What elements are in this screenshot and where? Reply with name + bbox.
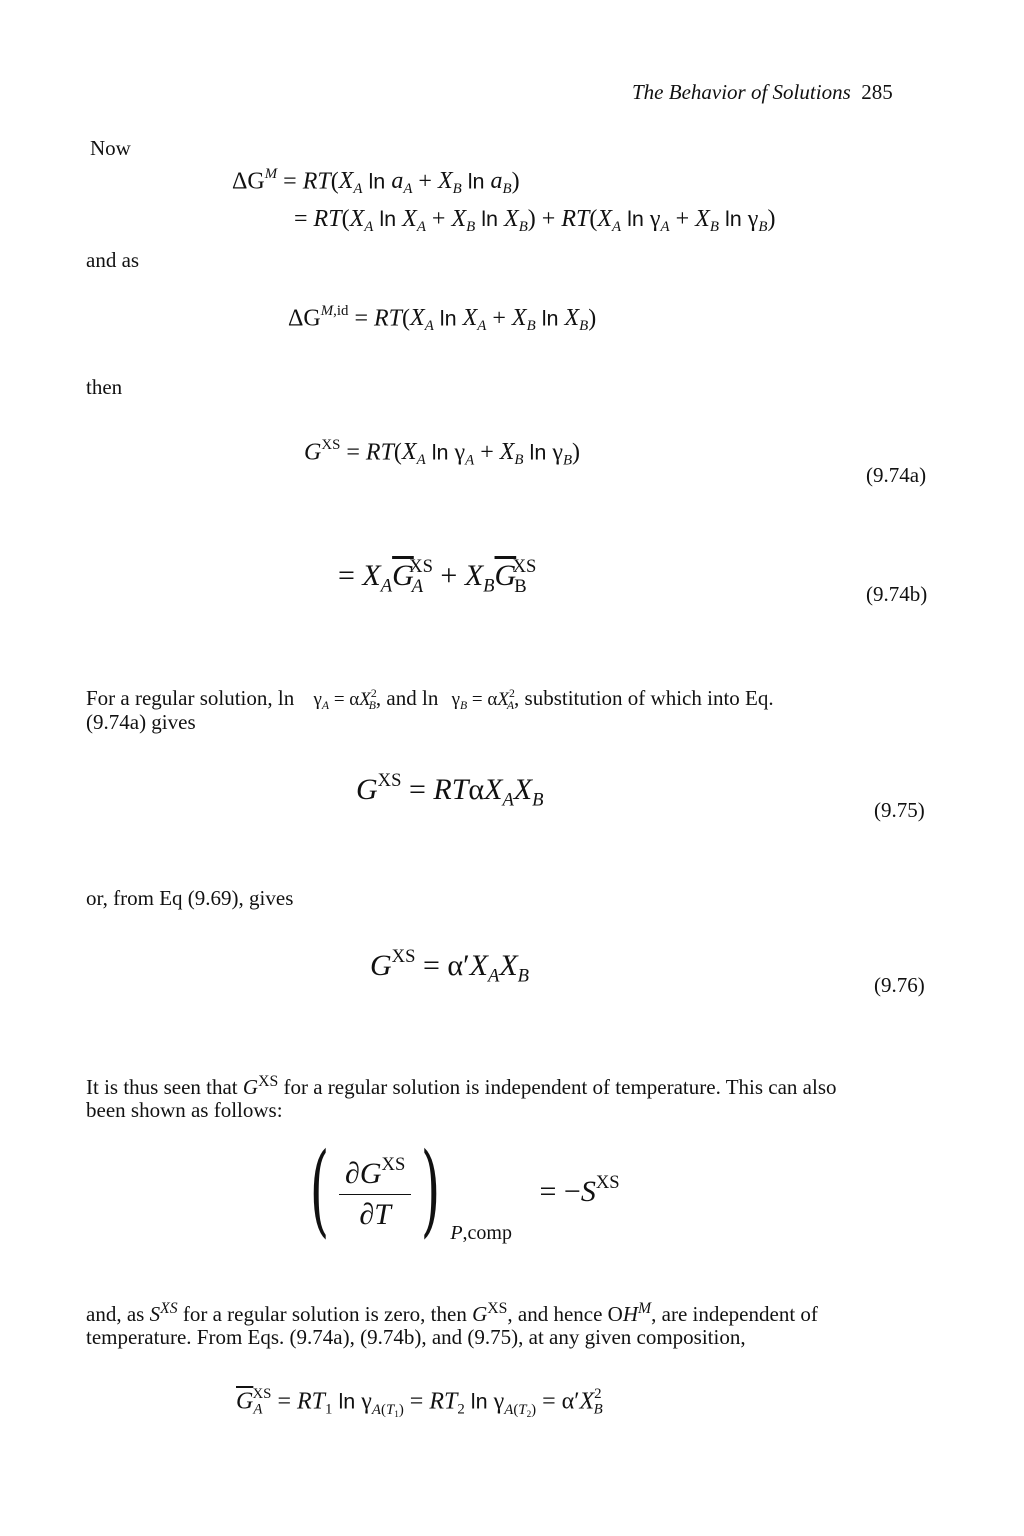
equation-number-9-74a: (9.74a) — [866, 463, 927, 487]
running-header — [632, 80, 893, 105]
final-g: G — [472, 1301, 488, 1326]
final-text-5: temperature. From Eqs. (9.74a), (9.74b), and (9.75), at any given composition, — [86, 1325, 746, 1349]
equation-9-76: $G^{XS} = \alpha'X_AX_B$ — [370, 946, 530, 987]
final-text-4: , are independent of — [651, 1301, 818, 1326]
equation-9-74a: $G^{XS} = RT(X_A$ $\ln \gamma_A + X_B$ $\ln \gamma_B$) — [304, 437, 581, 469]
final-text-2: for a regular solution is zero, then — [182, 1301, 467, 1326]
text-and-as: and as — [86, 248, 140, 272]
final-s: S — [149, 1301, 161, 1326]
regular-text-4: (9.74a) gives — [86, 710, 196, 734]
inline-eq-gamma-b: $\gamma_B = \alpha X^2_A$ — [451, 687, 515, 713]
equation-derivative: ( $\frac{\partial G^{XS}}{\partial T}$ ) P,comp = $-S^{XS}$ — [309, 1131, 620, 1248]
inline-eq-gamma-a: $\gamma_A = \alpha X^2_B$ — [313, 687, 377, 713]
thus-g-sup: XS — [258, 1073, 279, 1090]
thus-text-1: It is thus seen that — [86, 1074, 238, 1099]
final-text-3: , and hence O — [507, 1301, 623, 1326]
equation-9-74b: = $X_A\overline{G}_A^{XS} + X_B\overline{G}_B^{XS}$ — [338, 556, 537, 597]
final-h-sup-text: M — [638, 1300, 652, 1317]
regular-text-2: , and ln — [375, 686, 439, 711]
thus-g: G — [242, 1074, 259, 1099]
thus-text-3: been shown as follows: — [86, 1098, 283, 1122]
final-g-sup: XS — [487, 1300, 508, 1317]
equation-delta-gm-ideal: $\Delta G^{M,id} = RT(X_A$ $\ln X_A + X_B$ $\ln X_B$) — [288, 303, 597, 335]
thus-text-2: for a regular solution is independent of temperature. This can also — [283, 1074, 837, 1099]
final-s-sup-text: XS — [160, 1300, 178, 1317]
running-title: The Behavior of Solutions — [632, 80, 851, 104]
equation-9-75: $G^{XS} = RT\alpha X_AX_B$ — [356, 770, 544, 811]
final-h-sup — [638, 1300, 651, 1317]
equation-number-9-76: (9.76) — [874, 973, 925, 997]
regular-text-1: For a regular solution, ln — [86, 686, 295, 711]
page-number: 285 — [861, 80, 893, 104]
equation-number-9-75: (9.75) — [874, 798, 925, 822]
text-now: Now — [90, 136, 131, 160]
equation-delta-gm-line1: $\Delta G^M = RT(X_A$ $\ln a_A + X_B$ $\ln a_B$) — [232, 166, 520, 198]
final-h: H — [622, 1301, 639, 1326]
text-then: then — [86, 375, 123, 399]
equation-delta-gm-line2: = $RT(X_A$ $\ln X_A + X_B$ $\ln X_B) + RT(X_A$ $\ln \gamma_A + X_B$ $\ln \gamma_B$) — [294, 206, 776, 236]
equation-partial-molar: $\overline{G}_A^{XS} = RT_1$ $\ln \gamma_{A(T_1)} = RT_2$ $\ln \gamma_{A(T_2)} = \alpha'X^2_B$ — [236, 1386, 603, 1419]
regular-text-3: , substitution of which into Eq. — [514, 686, 774, 711]
equation-number-9-74b: (9.74b) — [866, 582, 928, 606]
final-s-sup — [160, 1300, 178, 1317]
final-text-1: and, as — [86, 1301, 145, 1326]
text-or-from: or, from Eq (9.69), gives — [86, 886, 294, 910]
